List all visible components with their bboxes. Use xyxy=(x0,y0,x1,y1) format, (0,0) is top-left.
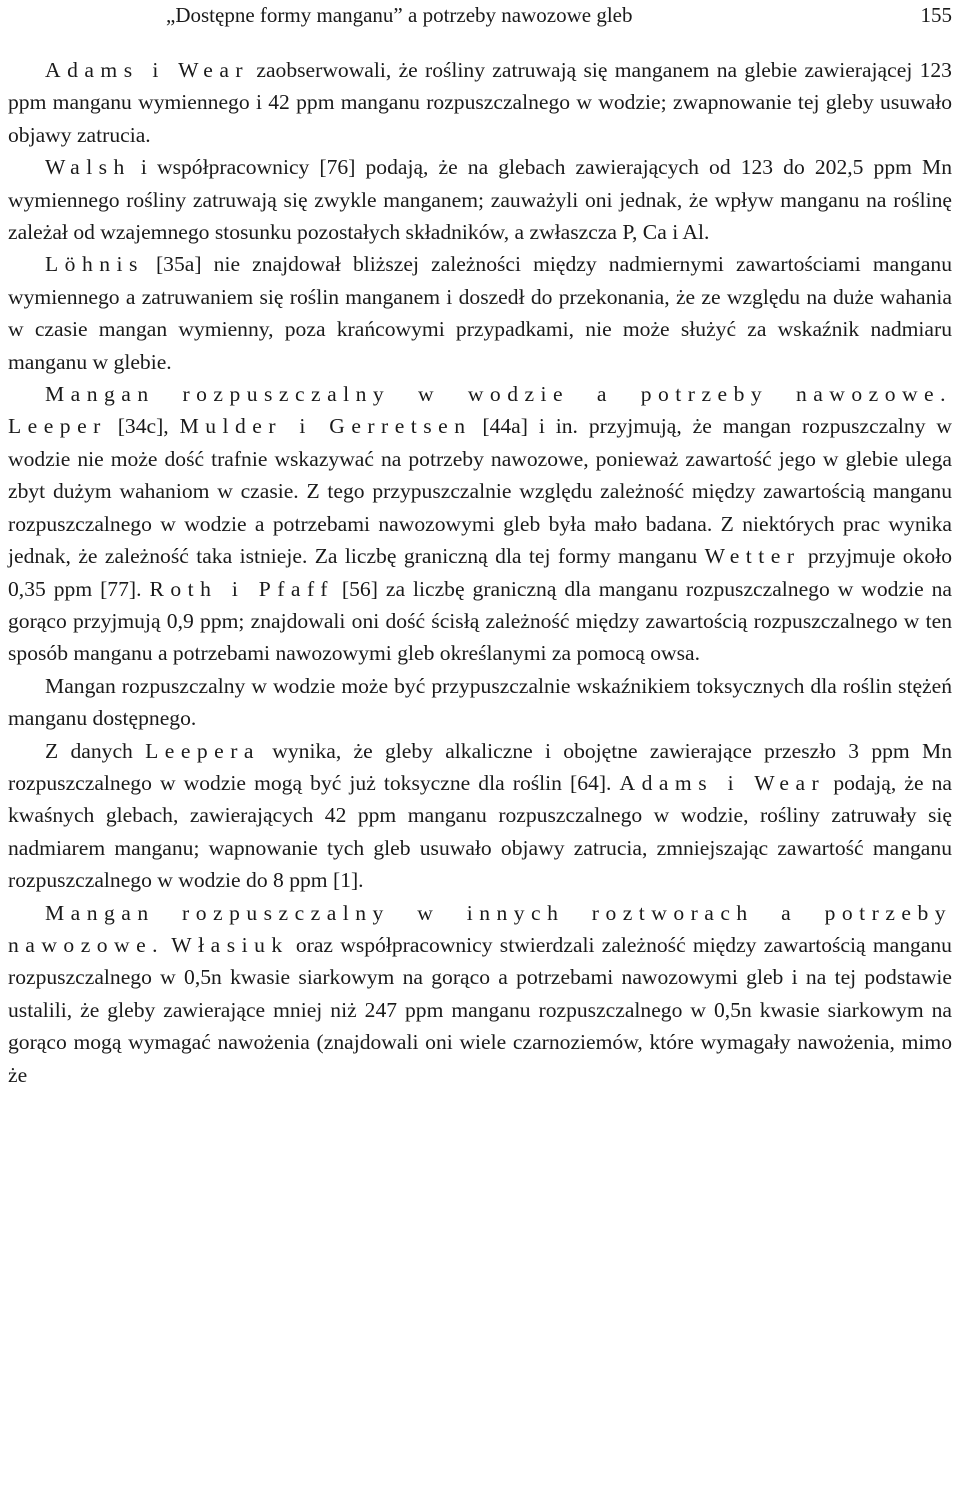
text-run: [44a] i in. przyjmują, że mangan rozpuszczalny w wodzie nie może dość trafnie wskazywać na potrzeby nawozowe, ponieważ zawartość jego w glebie ulega zbyt dużym wahaniom w czasie. Z tego przypuszczalnie względu zależność między zawartością manganu rozpuszczalnego w wodzie a potrzebami nawozowymi gleb była mało badana. Z niektórych prac wynika jednak, że zależność taka istnieje. Za liczbę graniczną dla tej formy manganu xyxy=(8,414,952,569)
spaced-emphasis: Löhnis xyxy=(45,252,144,277)
paragraph xyxy=(8,248,952,378)
spaced-emphasis: Adams i Wear xyxy=(45,58,250,82)
spaced-emphasis: Leepera xyxy=(145,738,260,763)
text-run: oraz współpracownicy stwierdzali zależność między zawartością manganu rozpuszczalnego w 0,5n kwasie siarkowym na gorąco a potrzebami nawozowymi gleb i na tej podstawie ustalili, że gleby zawierające mniej niż 247 ppm manganu rozpuszczalnego w 0,5n kwasie siarkowym na gorąco mogą wymagać nawożenia (znajdowali oni wiele czarnoziemów, które wymagały nawożenia, mimo że xyxy=(8,932,952,1087)
document-page xyxy=(8,0,952,1091)
text-run: wynika, że gleby alkaliczne i obojętne zawierające przeszło 3 ppm Mn rozpuszczalnego w wodzie mogą być już toksyczne dla roślin [64]. xyxy=(8,738,952,795)
page-number: 155 xyxy=(920,3,952,27)
paragraph xyxy=(8,151,952,248)
paragraph xyxy=(8,54,952,151)
running-header xyxy=(8,0,952,40)
text-run: [56] za liczbę graniczną dla manganu rozpuszczalnego w wodzie na gorąco przyjmują 0,9 ppm; znajdowali oni dość ścisłą zależność między zawartością rozpuszczalnego w ten sposób manganu a potrzebami nawozowymi gleb określanymi za pomocą owsa. xyxy=(8,576,953,666)
text-run: Z danych xyxy=(45,738,146,763)
header-title: „Dostępne formy manganu” a potrzeby nawozowe gleb xyxy=(166,3,633,27)
paragraph xyxy=(8,378,952,670)
text-run: podają, że na kwaśnych glebach, zawierających 42 ppm manganu rozpuszczalnego w wodzie, rośliny zatruwały się nadmiarem manganu; wapnowanie tych gleb usuwało objawy zatrucia, zmniejszając zawartość manganu rozpuszczalnego w wodzie do 8 ppm [1]. xyxy=(8,770,952,893)
spaced-emphasis: Leeper xyxy=(8,414,107,439)
spaced-emphasis: Walsh xyxy=(45,155,131,180)
spaced-emphasis: Mangan rozpuszczalny w wodzie a potrzeby nawozowe. xyxy=(45,382,952,407)
spaced-emphasis: Własiuk xyxy=(171,932,289,957)
text-run: i współpracownicy [76] podają, że na glebach zawierających od 123 do 202,5 ppm Mn wymiennego rośliny zatruwają się zwykle manganem; zauważyli oni jednak, że wpływ manganu na roślinę zależał od wzajemnego stosunku pozostałych składników, a zwłaszcza P, Ca i Al. xyxy=(8,155,952,245)
spaced-emphasis: Roth i Pfaff xyxy=(149,576,334,601)
body-text xyxy=(8,54,952,1091)
text-run: [34c], xyxy=(106,414,180,439)
text-run: zaobserwowali, że rośliny zatruwają się manganem na glebie zawierającej 123 ppm manganu wymiennego i 42 ppm manganu rozpuszczalnego w wodzie; zwapnowanie tej gleby usuwało objawy zatrucia. xyxy=(8,58,952,147)
text-run: przyjmuje około 0,35 ppm [77]. xyxy=(8,544,952,601)
paragraph xyxy=(8,897,952,1091)
text-run: Mangan rozpuszczalny w wodzie może być przypuszczalnie wskaźnikiem toksycznych dla roślin stężeń manganu dostępnego. xyxy=(8,673,952,731)
paragraph xyxy=(8,735,952,897)
text-run: [35a] nie znajdował bliższej zależności między nadmiernymi zawartościami manganu wymiennego a zatruwaniem się roślin manganem i doszedł do przekonania, że ze względu na duże wahania w czasie mangan wymienny, poza krańcowymi przypadkami, nie może służyć za wskaźnik nadmiaru manganu w glebie. xyxy=(8,252,952,374)
spaced-emphasis: Mangan rozpuszczalny w innych roztworach a potrzeby nawozowe. xyxy=(8,900,952,957)
spaced-emphasis: Mulder i Gerretsen xyxy=(179,414,472,439)
paragraph xyxy=(8,670,952,735)
spaced-emphasis: Adams i Wear xyxy=(619,770,826,795)
spaced-emphasis: Wetter xyxy=(704,544,801,569)
